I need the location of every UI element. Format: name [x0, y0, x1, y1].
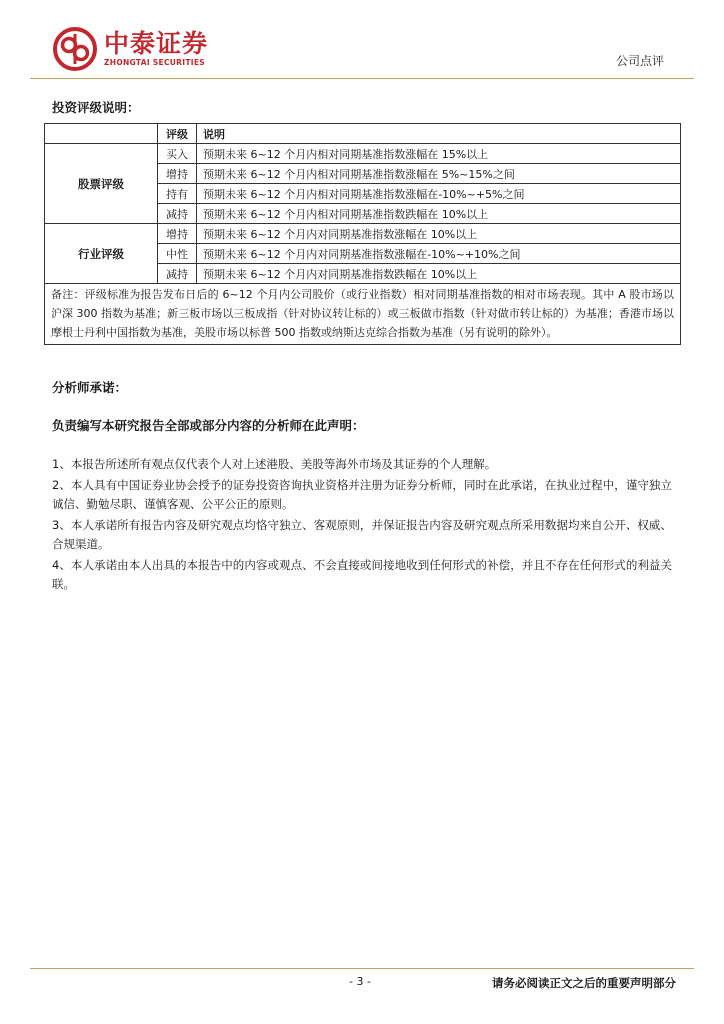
col-header-level: 评级	[158, 124, 197, 144]
rating-section-title: 投资评级说明：	[52, 100, 140, 115]
analyst-declaration: 负责编写本研究报告全部或部分内容的分析师在此声明：	[52, 418, 365, 433]
rating-desc: 预期未来 6~12 个月内对同期基准指数跌幅在 10%以上	[197, 264, 681, 284]
rating-level: 增持	[158, 164, 197, 184]
rating-level: 减持	[158, 204, 197, 224]
rating-level: 中性	[158, 244, 197, 264]
commitment-item: 3、本人承诺所有报告内容及研究观点均恪守独立、客观原则，并保证报告内容及研究观点所采用数据均来自公开、权威、合规渠道。	[52, 518, 672, 551]
rating-desc: 预期未来 6~12 个月内对同期基准指数涨幅在-10%~+10%之间	[197, 244, 681, 264]
table-row	[45, 224, 681, 244]
brand-name-cn: 中泰证券	[104, 29, 209, 58]
rating-desc: 预期未来 6~12 个月内相对同期基准指数涨幅在 5%~15%之间	[197, 164, 681, 184]
rating-level: 增持	[158, 224, 197, 244]
rating-desc: 预期未来 6~12 个月内相对同期基准指数跌幅在 10%以上	[197, 204, 681, 224]
commitment-section-title: 分析师承诺：	[52, 380, 128, 395]
rating-table	[44, 123, 681, 345]
company-logo	[52, 26, 208, 72]
rating-level: 持有	[158, 184, 197, 204]
commitment-item: 1、本报告所述所有观点仅代表个人对上述港股、美股等海外市场及其证券的个人理解。	[52, 457, 497, 471]
rating-level: 买入	[158, 144, 197, 164]
commitment-item: 2、本人具有中国证券业协会授予的证券投资咨询执业资格并注册为证券分析师，同时在此承诺，在执业过程中，谨守独立诚信、勤勉尽职、谨慎客观、公平公正的原则。	[52, 478, 672, 511]
rating-desc: 预期未来 6~12 个月内对同期基准指数涨幅在 10%以上	[197, 224, 681, 244]
brand-name-en: ZHONGTAI SECURITIES	[104, 58, 205, 67]
table-header-row	[45, 124, 681, 144]
commitment-item: 4、本人承诺由本人出具的本报告中的内容或观点、不会直接或间接地收到任何形式的补偿，并且不存在任何形式的利益关联。	[52, 558, 672, 591]
industry-rating-category: 行业评级	[45, 224, 158, 284]
header-divider	[30, 78, 694, 79]
rating-note: 备注：评级标准为报告发布日后的 6~12 个月内公司股价（或行业指数）相对同期基准指数的相对市场表现。其中 A 股市场以沪深 300 指数为基准；新三板市场以三板成指（针对协议转让标的）或三板做市指数（针对做市转让标的）为基准；香港市场以摩根士丹利中国指数为基准，美股市场以标普 500 指数或纳斯达克综合指数为基准（另有说明的除外）。	[45, 284, 681, 345]
table-corner-cell	[45, 124, 158, 144]
commitment-list	[52, 455, 672, 596]
table-row	[45, 144, 681, 164]
rating-desc: 预期未来 6~12 个月内相对同期基准指数涨幅在-10%~+5%之间	[197, 184, 681, 204]
stock-rating-category: 股票评级	[45, 144, 158, 224]
rating-desc: 预期未来 6~12 个月内相对同期基准指数涨幅在 15%以上	[197, 144, 681, 164]
table-note-row	[45, 284, 681, 345]
document-type: 公司点评	[615, 54, 664, 68]
footer-disclaimer: 请务必阅读正文之后的重要声明部分	[492, 976, 676, 990]
footer-divider	[30, 968, 694, 969]
col-header-desc: 说明	[197, 124, 681, 144]
zhongtai-logo-icon	[52, 26, 98, 72]
page-number: - 3 -	[349, 975, 371, 988]
rating-level: 减持	[158, 264, 197, 284]
